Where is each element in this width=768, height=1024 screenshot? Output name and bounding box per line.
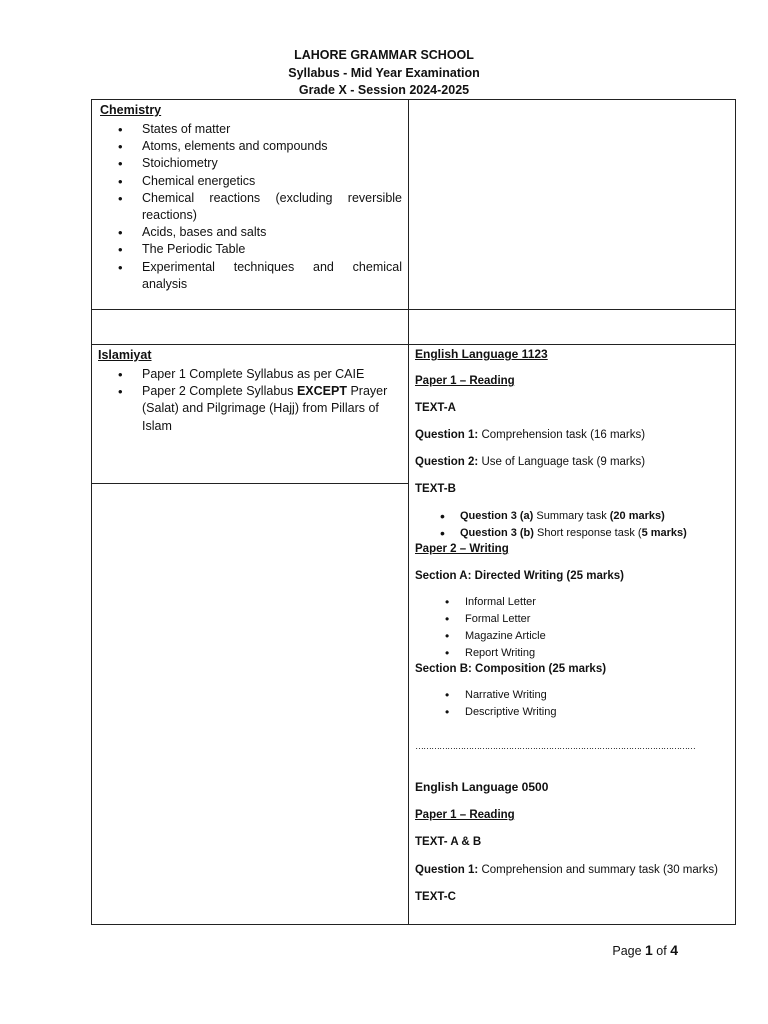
list-item: • Informal Letter xyxy=(465,594,729,611)
chemistry-title: Chemistry xyxy=(100,103,162,117)
list-item: • Paper 2 Complete Syllabus EXCEPT Prayer (Salat) and Pilgrimage (Hajj) from Pillars of Islam xyxy=(142,383,402,435)
dotted-divider: …………………………………………………………………………………………… xyxy=(415,741,695,751)
page-number: Page 1 of 4 xyxy=(612,942,678,958)
english-0500-title: English Language 0500 xyxy=(415,780,549,794)
list-item: • Chemical reactions (excluding reversible reactions) xyxy=(142,190,402,224)
empty-cell-middle-left xyxy=(91,309,409,345)
empty-cell-bottom-left xyxy=(91,483,409,925)
section-a-heading: Section A: Directed Writing (25 marks) xyxy=(415,570,624,582)
list-item: • Experimental techniques and chemical analysis xyxy=(142,259,402,293)
list-item: • Magazine Article xyxy=(465,628,729,645)
list-item: • Acids, bases and salts xyxy=(142,224,402,241)
school-name: LAHORE GRAMMAR SCHOOL xyxy=(294,48,474,62)
question-1-0500: Question 1: Comprehension and summary task (30 marks) xyxy=(415,864,718,876)
text-b-questions xyxy=(415,508,729,542)
question-1: Question 1: Comprehension task (16 marks) xyxy=(415,429,646,441)
paper1-0500-heading: Paper 1 – Reading xyxy=(415,809,515,821)
list-item: • Paper 1 Complete Syllabus as per CAIE xyxy=(142,366,402,383)
grade-session: Grade X - Session 2024-2025 xyxy=(298,83,470,97)
empty-cell-top-right xyxy=(408,99,736,310)
islamiyat-cell xyxy=(91,344,409,484)
list-item: • Question 3 (a) Summary task (20 marks) xyxy=(460,508,729,525)
text-b-heading: TEXT-B xyxy=(415,483,456,495)
section-b-heading: Section B: Composition (25 marks) xyxy=(415,663,607,675)
list-item: • Formal Letter xyxy=(465,611,729,628)
list-item: • Narrative Writing xyxy=(465,687,729,704)
list-item: • Chemical energetics xyxy=(142,173,402,190)
paper2-heading: Paper 2 – Writing xyxy=(415,543,509,555)
list-item: • Stoichiometry xyxy=(142,155,402,172)
section-a-list xyxy=(415,594,729,662)
chemistry-cell xyxy=(91,99,409,310)
chemistry-topic-list xyxy=(92,121,408,293)
islamiyat-list xyxy=(92,366,408,435)
text-a-heading: TEXT-A xyxy=(415,402,456,414)
text-ab-heading: TEXT- A & B xyxy=(415,836,482,848)
islamiyat-title: Islamiyat xyxy=(98,348,152,362)
english-1123-title: English Language 1123 xyxy=(415,347,548,361)
question-2: Question 2: Use of Language task (9 marks) xyxy=(415,456,646,468)
list-item: • Descriptive Writing xyxy=(465,704,729,721)
list-item: • States of matter xyxy=(142,121,402,138)
except-emphasis: EXCEPT xyxy=(296,384,347,399)
document-header xyxy=(0,47,768,100)
section-b-list xyxy=(415,687,729,721)
english-cell xyxy=(408,344,736,925)
exam-title: Syllabus - Mid Year Examination xyxy=(288,65,480,80)
text-c-heading: TEXT-C xyxy=(415,891,456,903)
empty-cell-middle-right xyxy=(408,309,736,345)
list-item: • Report Writing xyxy=(465,645,729,662)
paper1-heading: Paper 1 – Reading xyxy=(415,375,515,387)
list-item: • Atoms, elements and compounds xyxy=(142,138,402,155)
list-item: • Question 3 (b) Short response task (5 marks) xyxy=(460,525,729,542)
list-item: • The Periodic Table xyxy=(142,241,402,258)
